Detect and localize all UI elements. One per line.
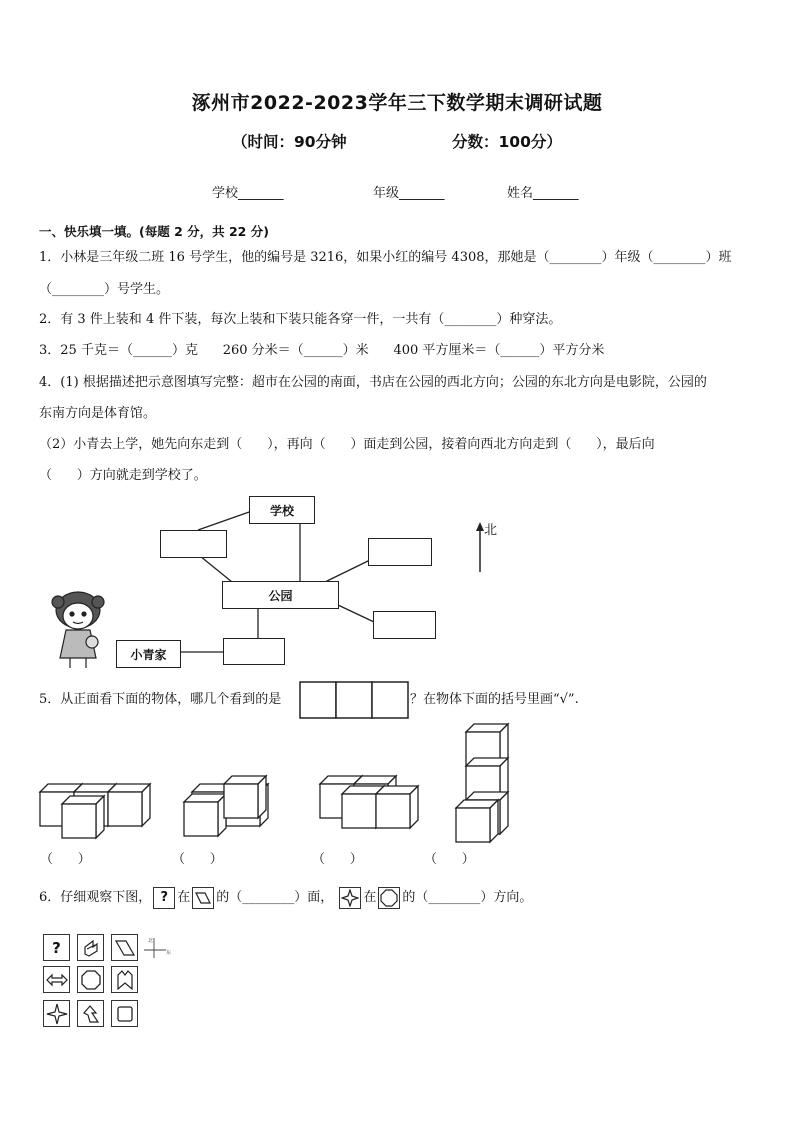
star4-icon bbox=[339, 887, 361, 909]
q5-blank-2: （ ） bbox=[172, 852, 223, 867]
map-blank-ne bbox=[368, 538, 432, 566]
q6-line bbox=[39, 887, 532, 909]
map-home-box: 小青家 bbox=[116, 640, 181, 668]
three-square-view-icon bbox=[299, 681, 411, 721]
q6-zai1: 在 bbox=[177, 890, 191, 905]
question-icon: ? bbox=[153, 887, 175, 909]
page-title: 涿州市2022-2023学年三下数学期末调研试题 bbox=[191, 92, 603, 114]
section-heading: 一、快乐填一填。(每题 2 分，共 22 分) bbox=[39, 224, 269, 239]
school-field: 学校_______ bbox=[212, 186, 284, 201]
q2-line1: 2．有 3 件上装和 4 件下装，每次上装和下装只能各穿一件，一共有（________）种穿法。 bbox=[39, 312, 562, 327]
cube-figures bbox=[30, 720, 510, 845]
compass-icon bbox=[142, 934, 172, 962]
girl-illustration bbox=[48, 590, 114, 672]
score-label: 分数：100分） bbox=[452, 133, 562, 151]
bolt-icon bbox=[77, 934, 104, 961]
north-label: 北 bbox=[484, 523, 498, 538]
curved-arrow-icon bbox=[77, 1000, 104, 1027]
q5-blank-4: （ ） bbox=[424, 852, 475, 867]
q4-line2: 东南方向是体育馆。 bbox=[39, 406, 157, 421]
q5-prefix: 5．从正面看下面的物体，哪几个看到的是 bbox=[39, 692, 282, 707]
q6-zai2: 在 bbox=[363, 890, 377, 905]
square-icon bbox=[111, 1000, 138, 1027]
parallelogram-icon bbox=[192, 887, 214, 909]
grid-question-icon: ? bbox=[43, 934, 70, 961]
q1-line1: 1．小林是三年级二班 16 号学生，他的编号是 3216，如果小红的编号 4308，那她是（________）年级（________）班 bbox=[39, 250, 732, 265]
svg-text:北: 北 bbox=[148, 938, 154, 944]
q4-line4: （ ）方向就走到学校了。 bbox=[39, 468, 207, 483]
q5-blank-3: （ ） bbox=[312, 852, 363, 867]
time-label: （时间：90分钟 bbox=[232, 133, 347, 151]
q1-line2: （________）号学生。 bbox=[39, 282, 170, 297]
name-field: 姓名_______ bbox=[507, 186, 579, 201]
q4-line3: （2）小青去上学，她先向东走到（ ），再向（ ）面走到公园，接着向西北方向走到（ ），最后向 bbox=[39, 437, 655, 452]
octagon-icon bbox=[378, 887, 400, 909]
double-arrow-icon bbox=[43, 966, 70, 993]
q6-prefix: 6．仔细观察下图， bbox=[39, 890, 152, 905]
q4-line1: 4．(1) 根据描述把示意图填写完整：超市在公园的南面，书店在公园的西北方向；公园的东北方向是电影院，公园的 bbox=[39, 375, 707, 390]
grid-parallelogram-icon bbox=[111, 934, 138, 961]
map-blank-s bbox=[223, 638, 285, 665]
map-blank-se bbox=[373, 611, 436, 639]
map-park-box: 公园 bbox=[222, 581, 339, 609]
q3-line1: 3．25 千克＝（______）克 260 分米＝（______）米 400 平方厘米＝（______）平方分米 bbox=[39, 343, 605, 358]
grid-star4-icon bbox=[43, 1000, 70, 1027]
svg-text:东: 东 bbox=[166, 950, 172, 956]
q5-blank-1: （ ） bbox=[40, 852, 91, 867]
map-blank-nw bbox=[160, 530, 227, 558]
map-school-box: 学校 bbox=[249, 496, 315, 524]
q6-de1: 的（________）面， bbox=[216, 890, 334, 905]
q5-suffix: ？在物体下面的括号里画“√”. bbox=[410, 692, 579, 707]
q6-de2: 的（________）方向。 bbox=[402, 890, 533, 905]
arch-icon bbox=[111, 966, 138, 993]
grade-field: 年级_______ bbox=[373, 186, 445, 201]
grid-octagon-icon bbox=[77, 966, 104, 993]
